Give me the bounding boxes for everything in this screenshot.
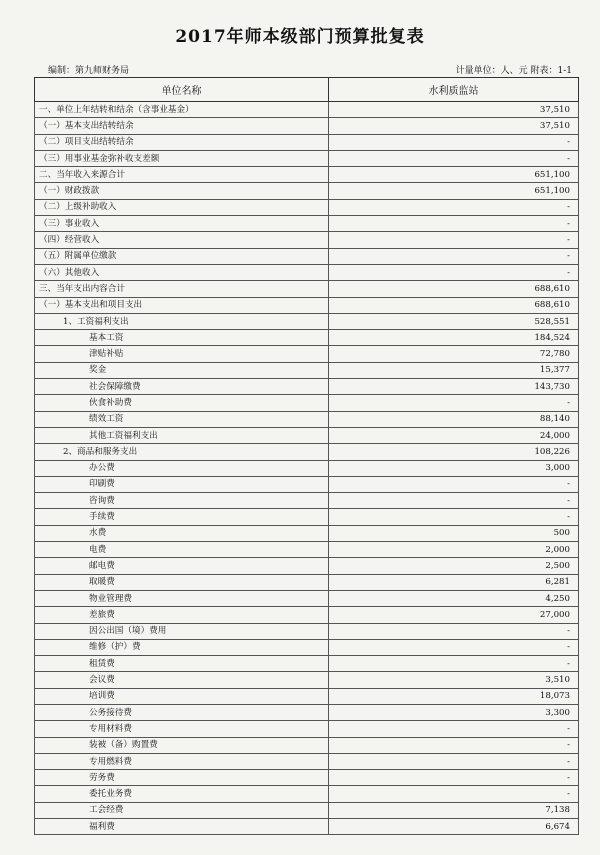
row-label: （三）用事业基金弥补收支差额	[35, 150, 329, 166]
table-row	[35, 167, 579, 183]
row-label: 手续费	[35, 509, 329, 525]
row-value: -	[329, 623, 579, 639]
row-label: 委托业务费	[35, 786, 329, 802]
table-row	[35, 183, 579, 199]
row-label: （二）上级补助收入	[35, 199, 329, 215]
row-value: -	[329, 216, 579, 232]
table-row	[35, 460, 579, 476]
table-row	[35, 704, 579, 720]
row-label: 奖金	[35, 362, 329, 378]
row-label: 取暖费	[35, 574, 329, 590]
row-label: （一）基本支出结转结余	[35, 118, 329, 134]
row-label: 印刷费	[35, 476, 329, 492]
row-value: -	[329, 199, 579, 215]
row-value: 2,000	[329, 542, 579, 558]
row-value: 528,551	[329, 313, 579, 329]
row-value: -	[329, 656, 579, 672]
budget-table	[34, 77, 579, 835]
table-row	[35, 118, 579, 134]
row-value: 184,524	[329, 330, 579, 346]
row-label: 1、工资福利支出	[35, 313, 329, 329]
row-label: 装被（备）购置费	[35, 737, 329, 753]
row-value: 500	[329, 525, 579, 541]
row-value: 72,780	[329, 346, 579, 362]
table-row	[35, 395, 579, 411]
document-title: 2017年师本级部门预算批复表	[175, 27, 425, 47]
row-label: （三）事业收入	[35, 216, 329, 232]
row-value: -	[329, 264, 579, 280]
row-label: 物业管理费	[35, 590, 329, 606]
row-value: -	[329, 770, 579, 786]
table-row	[35, 770, 579, 786]
row-label: 咨询费	[35, 493, 329, 509]
table-row	[35, 623, 579, 639]
row-label: 办公费	[35, 460, 329, 476]
row-value: 3,300	[329, 704, 579, 720]
row-value: 15,377	[329, 362, 579, 378]
row-label: 维修（护）费	[35, 639, 329, 655]
row-label: 津贴补贴	[35, 346, 329, 362]
table-row	[35, 411, 579, 427]
row-label: 一、单位上年结转和结余（含事业基金）	[35, 102, 329, 118]
row-label: 二、当年收入来源合计	[35, 167, 329, 183]
row-label: 2、商品和服务支出	[35, 444, 329, 460]
row-label: （六）其他收入	[35, 264, 329, 280]
table-row	[35, 476, 579, 492]
row-value: 688,610	[329, 281, 579, 297]
table-row	[35, 264, 579, 280]
row-value: -	[329, 248, 579, 264]
row-value: -	[329, 753, 579, 769]
table-row	[35, 102, 579, 118]
table-row	[35, 525, 579, 541]
row-label: 差旅费	[35, 607, 329, 623]
table-row	[35, 672, 579, 688]
row-value: 2,500	[329, 558, 579, 574]
row-value: -	[329, 509, 579, 525]
table-row	[35, 558, 579, 574]
table-row	[35, 362, 579, 378]
table-row	[35, 134, 579, 150]
table-row	[35, 574, 579, 590]
table-row	[35, 753, 579, 769]
row-label: 绩效工资	[35, 411, 329, 427]
row-label: 福利费	[35, 819, 329, 835]
row-value: -	[329, 134, 579, 150]
row-label: （二）项目支出结转结余	[35, 134, 329, 150]
row-label: 会议费	[35, 672, 329, 688]
row-value: 37,510	[329, 118, 579, 134]
row-label: 工会经费	[35, 802, 329, 818]
table-row	[35, 297, 579, 313]
row-label: 劳务费	[35, 770, 329, 786]
row-label: 专用燃料费	[35, 753, 329, 769]
row-label: （五）附属单位缴款	[35, 248, 329, 264]
row-label: 三、当年支出内容合计	[35, 281, 329, 297]
table-row	[35, 248, 579, 264]
row-value: -	[329, 232, 579, 248]
row-value: 651,100	[329, 167, 579, 183]
row-value: 143,730	[329, 379, 579, 395]
row-label: 专用材料费	[35, 721, 329, 737]
row-label: 伙食补助费	[35, 395, 329, 411]
table-row	[35, 607, 579, 623]
table-row	[35, 216, 579, 232]
row-label: （一）财政拨款	[35, 183, 329, 199]
table-header-row	[35, 78, 579, 102]
row-value: -	[329, 786, 579, 802]
table-row	[35, 639, 579, 655]
row-value: 3,000	[329, 460, 579, 476]
row-value: -	[329, 395, 579, 411]
row-label: 租赁费	[35, 656, 329, 672]
row-value: -	[329, 150, 579, 166]
table-row	[35, 802, 579, 818]
row-value: 108,226	[329, 444, 579, 460]
table-row	[35, 493, 579, 509]
table-row	[35, 737, 579, 753]
row-value: 88,140	[329, 411, 579, 427]
row-label: 公务接待费	[35, 704, 329, 720]
row-label: 培训费	[35, 688, 329, 704]
table-row	[35, 656, 579, 672]
row-value: 688,610	[329, 297, 579, 313]
table-row	[35, 721, 579, 737]
table-row	[35, 281, 579, 297]
row-label: 基本工资	[35, 330, 329, 346]
row-label: （四）经营收入	[35, 232, 329, 248]
table-row	[35, 819, 579, 835]
row-value: 6,674	[329, 819, 579, 835]
row-label: 其他工资福利支出	[35, 427, 329, 443]
table-row	[35, 150, 579, 166]
row-label: 因公出国（境）费用	[35, 623, 329, 639]
row-label: 社会保障缴费	[35, 379, 329, 395]
row-value: -	[329, 737, 579, 753]
row-value: 651,100	[329, 183, 579, 199]
table-row	[35, 199, 579, 215]
row-label: 邮电费	[35, 558, 329, 574]
row-value: -	[329, 639, 579, 655]
row-value: 27,000	[329, 607, 579, 623]
column-header-unit-name: 单位名称	[35, 78, 329, 102]
row-value: -	[329, 721, 579, 737]
row-value: -	[329, 493, 579, 509]
table-row	[35, 786, 579, 802]
row-value: 24,000	[329, 427, 579, 443]
unit-note: 计量单位：人、元 附表：1-1	[455, 66, 572, 76]
column-header-station: 水利质监站	[329, 78, 579, 102]
table-row	[35, 590, 579, 606]
row-value: 4,250	[329, 590, 579, 606]
row-value: 6,281	[329, 574, 579, 590]
row-value: 18,073	[329, 688, 579, 704]
row-label: （一）基本支出和项目支出	[35, 297, 329, 313]
row-label: 电费	[35, 542, 329, 558]
table-row	[35, 313, 579, 329]
table-row	[35, 688, 579, 704]
table-row	[35, 232, 579, 248]
table-row	[35, 444, 579, 460]
table-row	[35, 346, 579, 362]
table-row	[35, 542, 579, 558]
row-value: 7,138	[329, 802, 579, 818]
compiler-label: 编制：第九师财务局	[48, 66, 130, 76]
table-row	[35, 509, 579, 525]
table-row	[35, 379, 579, 395]
row-label: 水费	[35, 525, 329, 541]
row-value: -	[329, 476, 579, 492]
row-value: 37,510	[329, 102, 579, 118]
row-value: 3,510	[329, 672, 579, 688]
table-row	[35, 330, 579, 346]
table-row	[35, 427, 579, 443]
